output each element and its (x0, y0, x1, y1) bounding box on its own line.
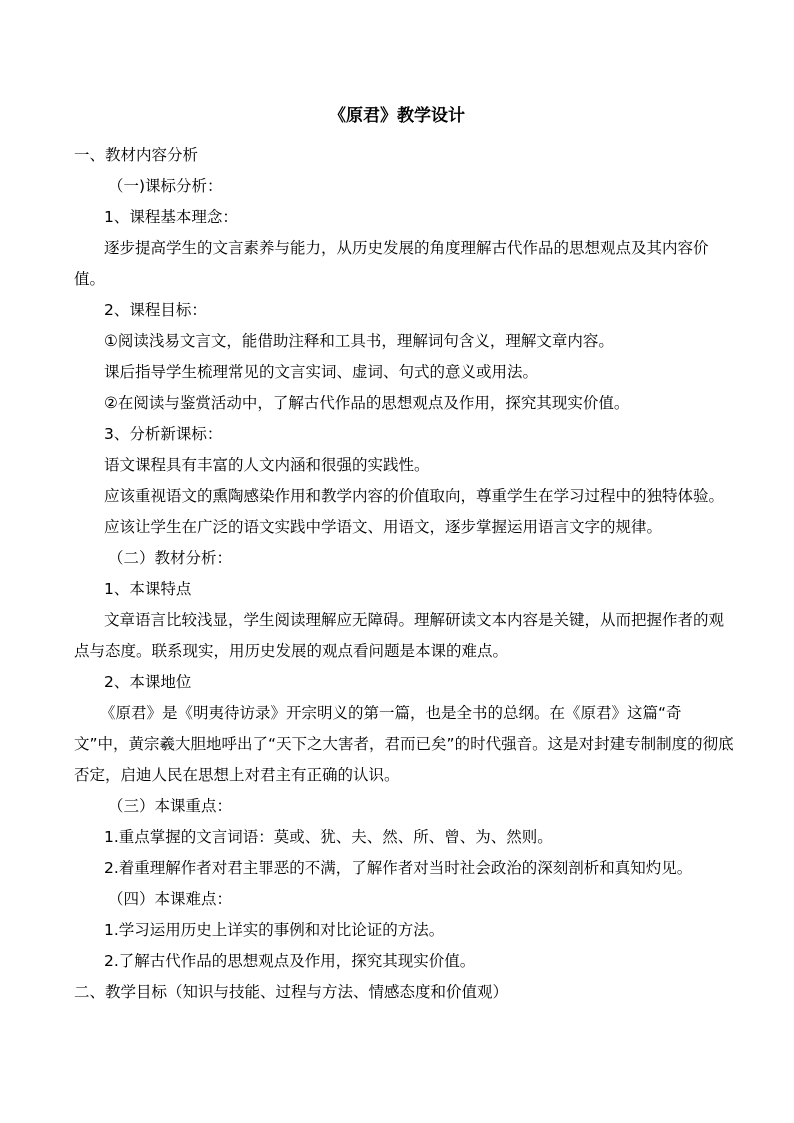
item-heading: 2、课程目标： (104, 301, 207, 319)
page-title: 《原君》教学设计 (329, 106, 465, 126)
subsection-heading: （四）本课难点： (108, 890, 233, 908)
paragraph-line: 课后指导学生梳理常见的文言实词、虚词、句式的意义或用法。 (104, 363, 539, 381)
item-heading: 1、本课特点 (104, 580, 192, 598)
subsection-heading: （三）本课重点： (108, 797, 233, 815)
paragraph-line: 2.着重理解作者对君主罪恶的不满，了解作者对当时社会政治的深刻剖析和真知灼见。 (104, 859, 693, 877)
paragraph-line: ①阅读浅易文言文，能借助注释和工具书，理解词句含义，理解文章内容。 (104, 332, 614, 350)
section-heading-2: 二、教学目标（知识与技能、过程与方法、情感态度和价值观） (74, 983, 509, 1001)
paragraph: 文章语言比较浅显，学生阅读理解应无障碍。理解研读文本内容是关键，从而把握作者的观点与态度。联系现实，用历史发展的观点看问题是本课的难点。 (74, 611, 725, 660)
paragraph-line: 应该让学生在广泛的语文实践中学语文、用语文，逐步掌握运用语言文字的规律。 (104, 518, 663, 536)
paragraph-line: 语文课程具有丰富的人文内涵和很强的实践性。 (104, 456, 430, 474)
paragraph-line: 2.了解古代作品的思想观点及作用，探究其现实价值。 (104, 952, 476, 970)
item-heading: 2、本课地位 (104, 673, 192, 691)
section-heading-1: 一、教材内容分析 (74, 146, 199, 164)
paragraph: 逐步提高学生的文言素养与能力，从历史发展的角度理解古代作品的思想观点及其内容价值。 (74, 239, 709, 288)
paragraph-line: 1.重点掌握的文言词语：莫或、犹、夫、然、所、曾、为、然则。 (104, 828, 553, 846)
paragraph-line: 1.学习运用历史上详实的事例和对比论证的方法。 (104, 921, 445, 939)
item-heading: 3、分析新课标： (104, 425, 223, 443)
paragraph: 《原君》是《明夷待访录》开宗明义的第一篇，也是全书的总纲。在《原君》这篇“奇文”中，黄宗羲大胆地呼出了“天下之大害者，君而已矣”的时代强音。这是对封建专制制度的彻底否定，启迪人民在思想上对君主有正确的认识。 (74, 704, 734, 784)
paragraph-line: 应该重视语文的熏陶感染作用和教学内容的价值取向，尊重学生在学习过程中的独特体验。 (104, 487, 725, 505)
subsection-heading: （二）教材分析： (108, 549, 233, 567)
subsection-heading: （一)课标分析： (108, 177, 223, 195)
item-heading: 1、课程基本理念： (104, 208, 238, 226)
paragraph-line: ②在阅读与鉴赏活动中，了解古代作品的思想观点及作用，探究其现实价值。 (104, 394, 630, 412)
